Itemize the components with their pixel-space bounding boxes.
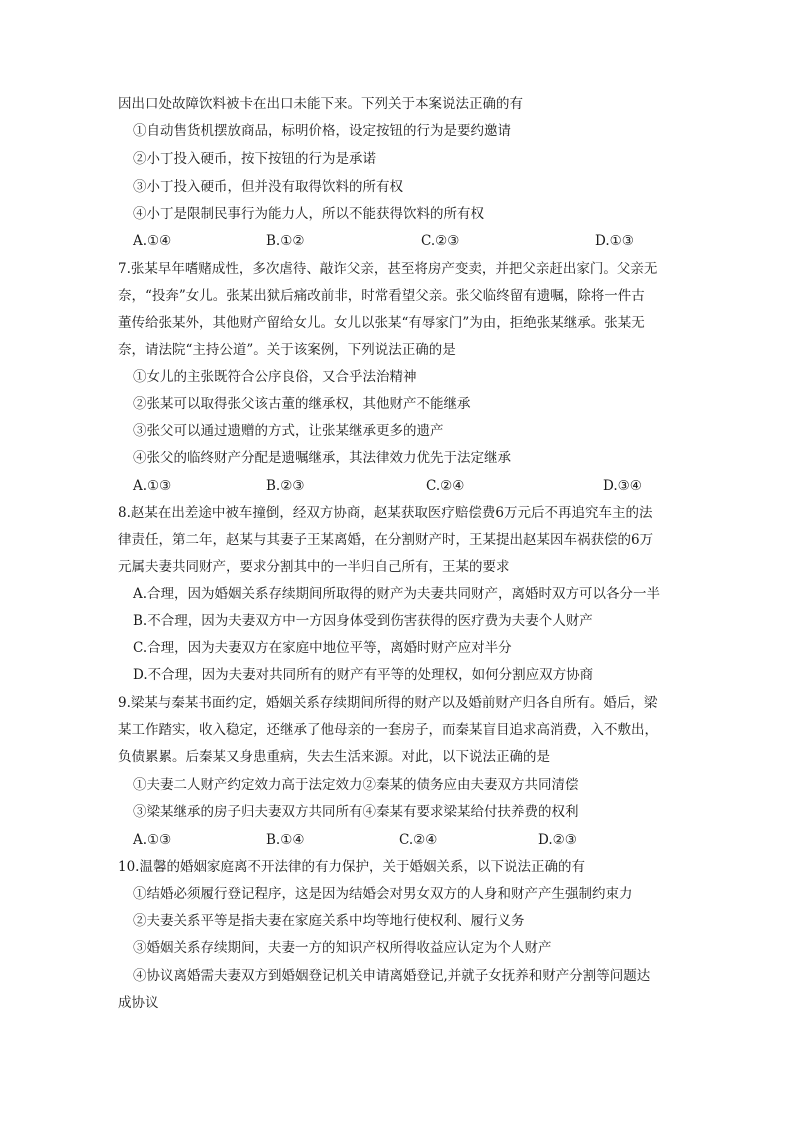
q7-stem-line-2: 奈，“投奔”女儿。张某出狱后痛改前非，时常看望父亲。张父临终留有遗嘱，除将一件古 bbox=[118, 288, 645, 304]
q10-option-3: ③婚姻关系存续期间，夫妻一方的知识产权所得收益应认定为个人财产 bbox=[133, 940, 552, 956]
q8-option-a: A.合理，因为婚姻关系存续期间所取得的财产为夫妻共同财产，离婚时双方可以各分一半 bbox=[133, 586, 661, 602]
q9-option-row-2: ③梁某继承的房子归夫妻双方共同所有④秦某有要求梁某给付扶养费的权利 bbox=[133, 804, 579, 820]
q10-option-2: ②夫妻关系平等是指夫妻在家庭关系中均等地行使权利、履行义务 bbox=[133, 913, 525, 929]
q9-stem-line-3: 负债累累。后秦某又身患重病，失去生活来源。对此，以下说法正确的是 bbox=[118, 749, 550, 765]
q7-option-3: ③张父可以通过遗赠的方式，让张某继承更多的遗产 bbox=[133, 423, 444, 439]
q9-choice-a: A.①③ bbox=[133, 832, 172, 848]
q9-choices bbox=[133, 830, 653, 850]
q10-option-4-continuation: 成协议 bbox=[118, 995, 159, 1011]
q8-stem-line-2: 律责任，第二年，赵某与其妻子王某离婚，在分割财产时，王某提出赵某因车祸获偿的6万 bbox=[118, 532, 654, 548]
q8-stem-line-1: 8.赵某在出差途中被车撞倒，经双方协商，赵某获取医疗赔偿费6万元后不再追究车主的法 bbox=[118, 505, 653, 521]
q9-choice-d: D.②③ bbox=[538, 832, 577, 848]
q7-choice-c: C.②④ bbox=[426, 478, 465, 494]
q7-choices bbox=[133, 476, 653, 496]
q9-stem-line-2: 某工作踏实，收入稳定，还继承了他母亲的一套房子，而秦某盲目追求高消费，入不敷出， bbox=[118, 722, 658, 738]
q7-option-2: ②张某可以取得张父该古董的继承权，其他财产不能继承 bbox=[133, 396, 471, 412]
q6-choice-a: A.①④ bbox=[133, 233, 172, 249]
q6-choice-c: C.②③ bbox=[421, 233, 460, 249]
q7-choice-b: B.②③ bbox=[266, 478, 305, 494]
q7-stem-line-4: 奈，请法院“主持公道”。关于该案例，下列说法正确的是 bbox=[118, 342, 456, 358]
q7-option-4: ④张父的临终财产分配是遗嘱继承，其法律效力优先于法定继承 bbox=[133, 450, 511, 466]
q7-choice-d: D.③④ bbox=[603, 478, 642, 494]
q6-option-4: ④小丁是限制民事行为能力人，所以不能获得饮料的所有权 bbox=[133, 206, 484, 222]
q10-option-4: ④协议离婚需夫妻双方到婚姻登记机关申请离婚登记,并就子女抚养和财产分割等问题达 bbox=[133, 968, 651, 984]
q6-option-1: ①自动售货机摆放商品，标明价格，设定按钮的行为是要约邀请 bbox=[133, 123, 511, 139]
q6-option-3: ③小丁投入硬币，但并没有取得饮料的所有权 bbox=[133, 179, 403, 195]
q7-stem-line-1: 7.张某早年嗜赌成性，多次虐待、敲诈父亲，甚至将房产变卖，并把父亲赶出家门。父亲无 bbox=[118, 261, 658, 277]
q6-choice-b: B.①② bbox=[266, 233, 305, 249]
q9-stem-line-1: 9.梁某与秦某书面约定，婚姻关系存续期间所得的财产以及婚前财产归各自所有。婚后，梁 bbox=[118, 695, 658, 711]
q8-option-d: D.不合理，因为夫妻对共同所有的财产有平等的处理权，如何分割应双方协商 bbox=[133, 667, 594, 683]
q8-stem-line-3: 元属夫妻共同财产，要求分割其中的一半归自己所有，王某的要求 bbox=[118, 559, 510, 575]
q6-stem-end: 因出口处故障饮料被卡在出口未能下来。下列关于本案说法正确的有 bbox=[118, 96, 523, 112]
q8-option-b: B.不合理，因为夫妻双方中一方因身体受到伤害获得的医疗费为夫妻个人财产 bbox=[133, 613, 593, 629]
q10-stem: 10.温馨的婚姻家庭离不开法律的有力保护，关于婚姻关系，以下说法正确的有 bbox=[118, 859, 585, 875]
q9-choice-b: B.①④ bbox=[266, 832, 305, 848]
q7-option-1: ①女儿的主张既符合公序良俗，又合乎法治精神 bbox=[133, 369, 417, 385]
q8-option-c: C.合理，因为夫妻双方在家庭中地位平等，离婚时财产应对半分 bbox=[133, 640, 512, 656]
q9-option-row-1: ①夫妻二人财产约定效力高于法定效力②秦某的债务应由夫妻双方共同清偿 bbox=[133, 777, 579, 793]
q7-choice-a: A.①③ bbox=[133, 478, 172, 494]
q7-stem-line-3: 董传给张某外，其他财产留给女儿。女儿以张某“有辱家门”为由，拒绝张某继承。张某无 bbox=[118, 315, 645, 331]
q10-option-1: ①结婚必须履行登记程序，这是因为结婚会对男女双方的人身和财产产生强制约束力 bbox=[133, 886, 633, 902]
q9-choice-c: C.②④ bbox=[399, 832, 438, 848]
q6-choices bbox=[133, 231, 653, 251]
q6-option-2: ②小丁投入硬币，按下按钮的行为是承诺 bbox=[133, 151, 376, 167]
q6-choice-d: D.①③ bbox=[595, 233, 634, 249]
